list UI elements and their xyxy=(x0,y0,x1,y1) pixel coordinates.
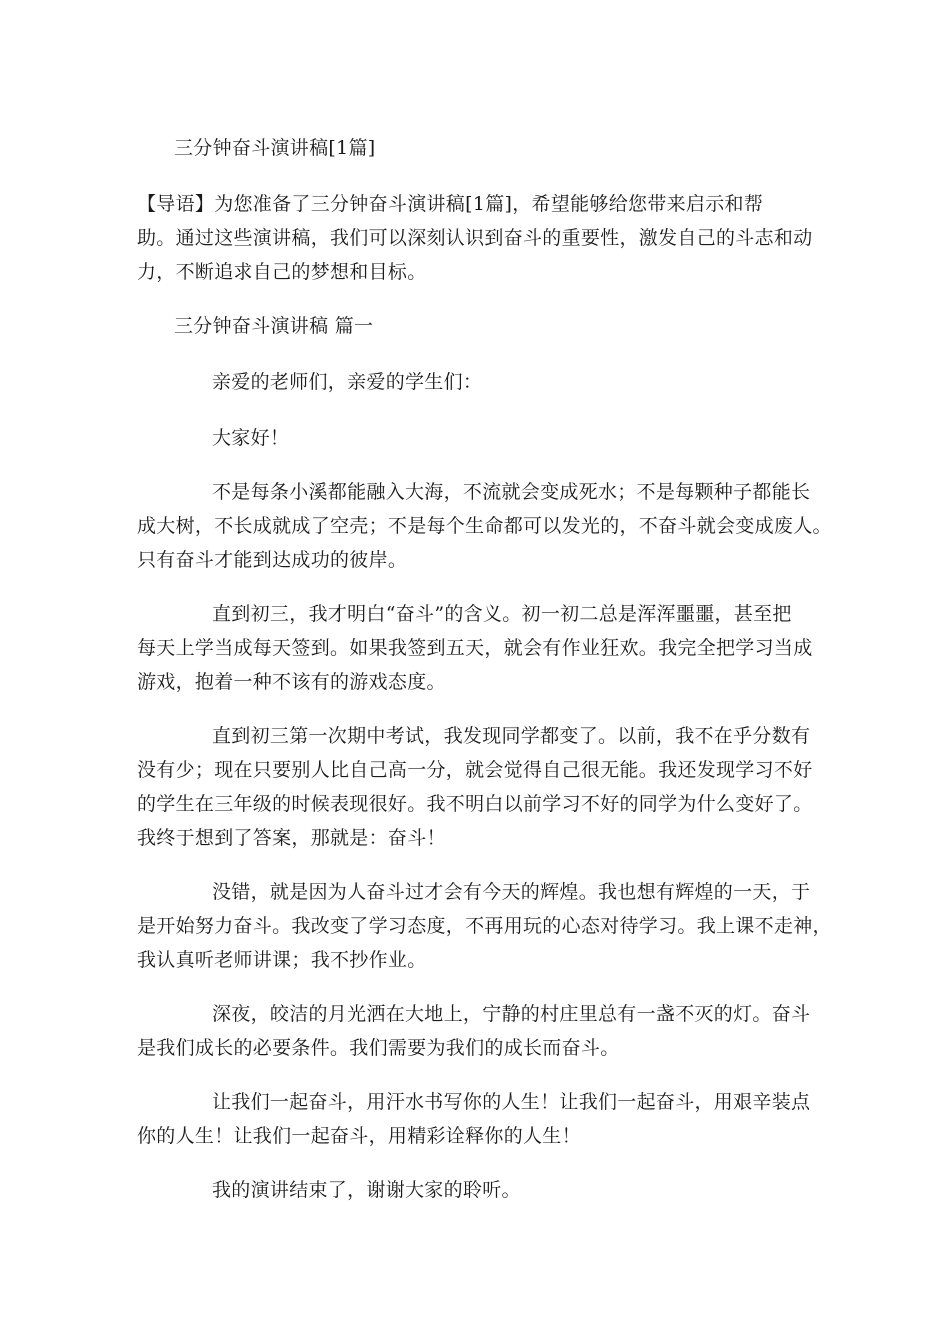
document-title: 三分钟奋斗演讲稿[1篇] xyxy=(174,137,376,159)
paragraph-line: 的学生在三年级的时候表现很好。我不明白以前学习不好的同学为什么变好了。 xyxy=(137,793,813,815)
paragraph-line: 没错，就是因为人奋斗过才会有今天的辉煌。我也想有辉煌的一天，于 xyxy=(212,881,811,903)
paragraph-line: 直到初三第一次期中考试，我发现同学都变了。以前，我不在乎分数有 xyxy=(212,725,811,747)
section-heading: 三分钟奋斗演讲稿 篇一 xyxy=(174,315,374,337)
intro-line: 助。通过这些演讲稿，我们可以深刻认识到奋斗的重要性，激发自己的斗志和动 xyxy=(137,227,813,249)
paragraph-line: 直到初三，我才明白“奋斗”的含义。初一初二总是浑浑噩噩，甚至把 xyxy=(212,603,792,625)
paragraph-line: 成大树，不长成就成了空壳；不是每个生命都可以发光的，不奋斗就会变成废人。 xyxy=(137,515,832,537)
paragraph-line: 不是每条小溪都能融入大海，不流就会变成死水；不是每颗种子都能长 xyxy=(212,481,811,503)
paragraph-line: 只有奋斗才能到达成功的彼岸。 xyxy=(137,549,408,571)
paragraph-line: 游戏，抱着一种不该有的游戏态度。 xyxy=(137,671,446,693)
paragraph-line: 我认真听老师讲课；我不抄作业。 xyxy=(137,949,427,971)
paragraph-line: 是我们成长的必要条件。我们需要为我们的成长而奋斗。 xyxy=(137,1037,620,1059)
intro-line: 【导语】为您准备了三分钟奋斗演讲稿[1篇]，希望能够给您带来启示和帮 xyxy=(137,193,764,215)
greeting: 大家好！ xyxy=(212,427,290,449)
paragraph-line: 是开始努力奋斗。我改变了学习态度，不再用玩的心态对待学习。我上课不走神， xyxy=(137,915,832,937)
paragraph-line: 你的人生！让我们一起奋斗，用精彩诠释你的人生！ xyxy=(137,1125,581,1147)
paragraph-line: 每天上学当成每天签到。如果我签到五天，就会有作业狂欢。我完全把学习当成 xyxy=(137,637,813,659)
salutation: 亲爱的老师们，亲爱的学生们： xyxy=(212,371,483,393)
closing-line: 我的演讲结束了，谢谢大家的聆听。 xyxy=(212,1179,521,1201)
paragraph-line: 没有少；现在只要别人比自己高一分，就会觉得自己很无能。我还发现学习不好 xyxy=(137,759,813,781)
paragraph-line: 我终于想到了答案，那就是：奋斗！ xyxy=(137,827,446,849)
paragraph-line: 深夜，皎洁的月光洒在大地上，宁静的村庄里总有一盏不灭的灯。奋斗 xyxy=(212,1003,811,1025)
intro-line: 力，不断追求自己的梦想和目标。 xyxy=(137,261,427,283)
paragraph-line: 让我们一起奋斗，用汗水书写你的人生！让我们一起奋斗，用艰辛装点 xyxy=(212,1091,811,1113)
